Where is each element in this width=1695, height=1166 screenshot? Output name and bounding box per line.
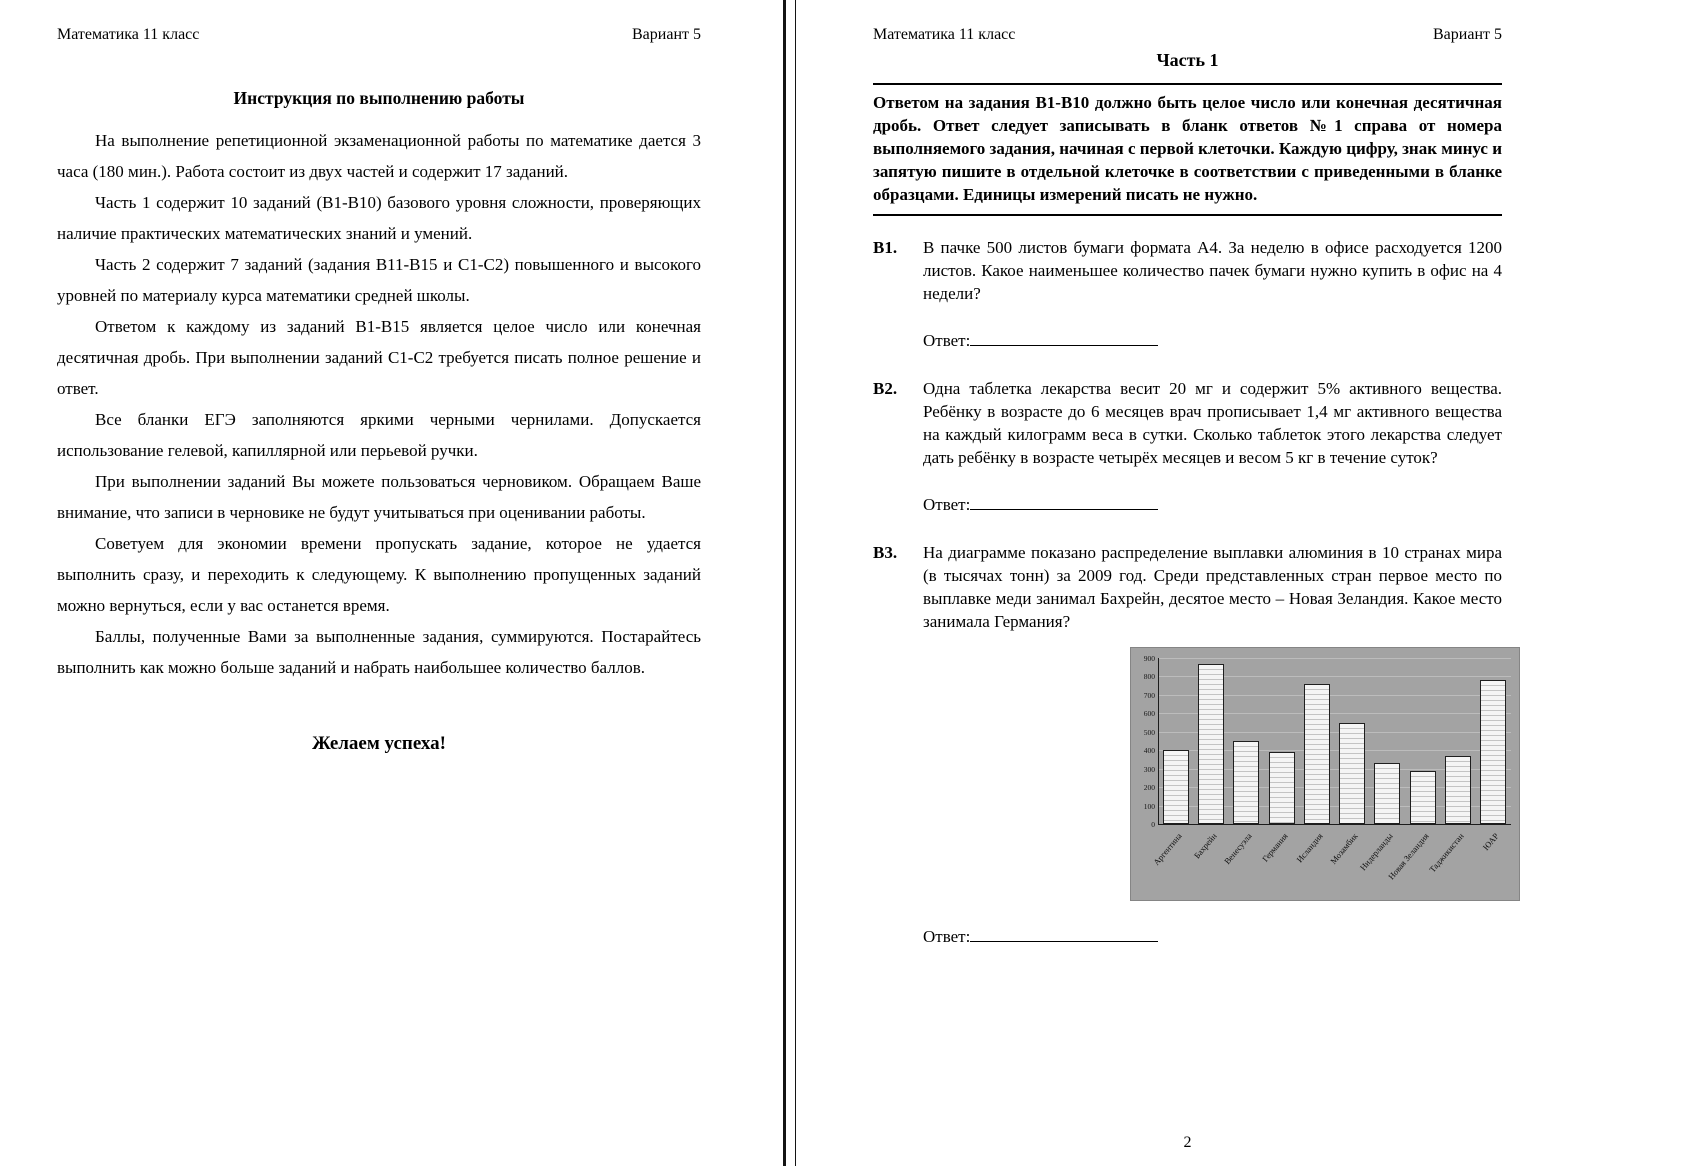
instruction-paragraph: Часть 1 содержит 10 заданий (В1-В10) базового уровня сложности, проверяющих наличие практических математических знаний и умений. — [57, 193, 701, 243]
problem-text: Одна таблетка лекарства весит 20 мг и содержит 5% активного вещества. Ребёнку в возрасте до 6 месяцев врач прописывает 1,4 мг активного вещества на каждый килограмм веса в сутки. Сколько таблеток этого лекарства следует дать ребёнку в возрасте четырёх месяцев и весом 5 кг в течение суток? — [923, 379, 1502, 467]
bar-Аргентина — [1163, 750, 1189, 824]
y-axis-tick-label: 500 — [1143, 727, 1155, 737]
instruction-paragraph: При выполнении заданий Вы можете пользоваться черновиком. Обращаем Ваше внимание, что записи в черновике не будут учитываться при оценивании работы. — [57, 472, 701, 522]
instructions-body — [57, 125, 701, 683]
page-right — [796, 0, 1695, 1166]
y-axis-tick-label: 700 — [1143, 690, 1155, 700]
x-axis-category-label: Германия — [1259, 831, 1290, 864]
instruction-paragraph: Баллы, полученные Вами за выполненные задания, суммируются. Постарайтесь выполнить как можно больше заданий и набрать наибольшее количество баллов. — [57, 627, 701, 677]
bar-Таджикистан — [1445, 756, 1471, 824]
x-axis-category-label: Исландия — [1294, 831, 1325, 865]
bar-Бахрейн — [1198, 664, 1224, 824]
answer-line — [923, 927, 1502, 947]
instruction-paragraph: Часть 2 содержит 7 заданий (задания В11-В15 и С1-С2) повышенного и высокого уровней по материалу курса математики средней школы. — [57, 255, 701, 305]
answer-label: Ответ: — [923, 495, 971, 514]
x-axis — [1158, 824, 1511, 825]
page-divider — [783, 0, 796, 1166]
header-variant: Вариант 5 — [632, 26, 701, 43]
instruction-paragraph: Ответом к каждому из заданий В1-В15 является целое число или конечная десятичная дробь. При выполнении заданий С1-С2 требуется писать полное решение и ответ. — [57, 317, 701, 398]
problem-b1 — [873, 236, 1502, 357]
x-axis-category-label: Венесуэла — [1222, 831, 1254, 867]
problem-body — [923, 377, 1502, 521]
y-axis-tick-label: 900 — [1143, 654, 1155, 663]
y-axis-tick-label: 400 — [1143, 746, 1155, 756]
answer-blank-line — [970, 331, 1158, 346]
problem-b3 — [873, 541, 1502, 953]
x-axis-category-label: Мозамбик — [1328, 831, 1360, 866]
problem-number: В1. — [873, 238, 898, 257]
closing-wish: Желаем успеха! — [312, 733, 446, 754]
y-axis-tick-label: 200 — [1143, 783, 1155, 793]
instruction-paragraph: Советуем для экономии времени пропускать задание, которое не удается выполнить сразу, и переходить к следующему. К выполнению пропущенных заданий можно вернуться, если у вас останется время. — [57, 534, 701, 615]
bar-ЮАР — [1480, 680, 1506, 824]
x-axis-category-label: Бахрейн — [1191, 831, 1219, 861]
x-axis-category-label: ЮАР — [1480, 831, 1502, 853]
x-axis-category-label: Новая Зеландия — [1385, 831, 1431, 882]
page-number: 2 — [1183, 1134, 1192, 1151]
x-axis-category-label: Аргентина — [1150, 831, 1184, 868]
answer-line — [923, 331, 1502, 351]
header-variant: Вариант 5 — [1433, 26, 1502, 43]
y-axis-tick-label: 600 — [1143, 709, 1155, 719]
header-subject: Математика 11 класс — [57, 26, 200, 43]
page-header-left — [57, 26, 701, 44]
part-title: Часть 1 — [1156, 50, 1219, 70]
answer-label: Ответ: — [923, 331, 971, 350]
problem-number: В2. — [873, 379, 898, 398]
bar-Мозамбик — [1339, 723, 1365, 824]
bar-Германия — [1269, 752, 1295, 824]
answer-blank-line — [970, 927, 1158, 942]
gridline — [1158, 658, 1511, 659]
x-axis-category-label: Таджикистан — [1427, 831, 1466, 875]
answer-label: Ответ: — [923, 927, 971, 946]
bar-Новая Зеландия — [1410, 771, 1436, 824]
y-axis-tick-label: 0 — [1151, 820, 1155, 829]
bar-Нидерланды — [1374, 763, 1400, 824]
problem-b2 — [873, 377, 1502, 521]
problems-list — [873, 236, 1502, 953]
x-axis-category-label: Нидерланды — [1358, 831, 1396, 873]
instruction-paragraph: На выполнение репетиционной экзаменационной работы по математике дается 3 часа (180 мин.). Работа состоит из двух частей и содержит 17 заданий. — [57, 131, 701, 181]
instruction-paragraph: Все бланки ЕГЭ заполняются яркими черными чернилами. Допускается использование гелевой, капиллярной или перьевой ручки. — [57, 410, 701, 460]
problem-body — [923, 236, 1502, 357]
page-left — [0, 0, 783, 1166]
bar-Исландия — [1304, 684, 1330, 824]
header-subject: Математика 11 класс — [873, 26, 1016, 43]
problem-body — [923, 541, 1502, 953]
aluminum-production-bar-chart — [1130, 647, 1520, 901]
y-axis — [1158, 658, 1159, 824]
answer-line — [923, 495, 1502, 515]
problem-number: В3. — [873, 543, 898, 562]
instructions-title: Инструкция по выполнению работы — [233, 88, 525, 108]
page-header-right — [873, 26, 1502, 44]
y-axis-tick-label: 100 — [1143, 801, 1155, 811]
answer-blank-line — [970, 495, 1158, 510]
problem-text: В пачке 500 листов бумаги формата А4. За неделю в офисе расходуется 1200 листов. Какое наименьшее количество пачек бумаги нужно купить в офис на 4 недели? — [923, 238, 1502, 303]
y-axis-tick-label: 800 — [1143, 672, 1155, 682]
answer-format-instructions: Ответом на задания В1-В10 должно быть целое число или конечная десятичная дробь. Ответ следует записывать в бланк ответов №1 справа от номера выполняемого задания, начиная с первой клеточки. Каждую цифру, знак минус и запятую пишите в отдельной клеточке в соответствии с приведенными в бланке образцами. Единицы измерений писать не нужно. — [873, 83, 1502, 216]
problem-text: На диаграмме показано распределение выплавки алюминия в 10 странах мира (в тысячах тонн) за 2009 год. Среди представленных стран первое место по выплавке меди занимал Бахрейн, десятое место – Новая Зеландия. Какое место занимала Германия? — [923, 543, 1502, 631]
y-axis-tick-label: 300 — [1143, 764, 1155, 774]
bar-Венесуэла — [1233, 741, 1259, 824]
